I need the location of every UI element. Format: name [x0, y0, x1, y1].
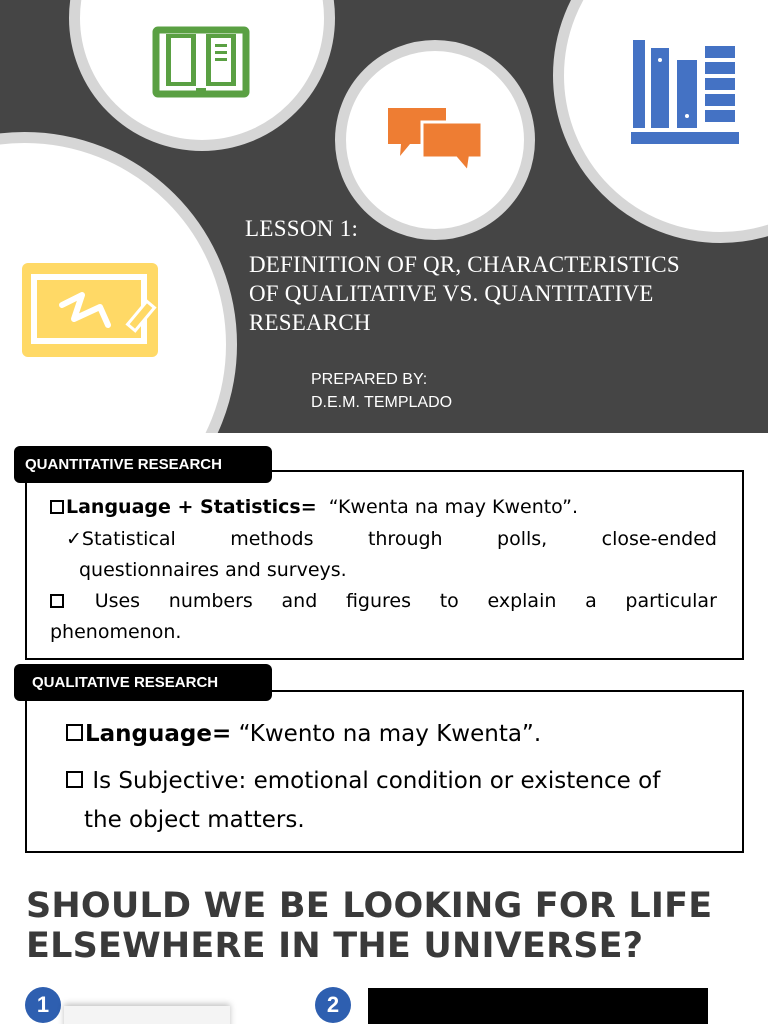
checkbox-bullet-icon: [66, 771, 83, 788]
option-1-image: [64, 1006, 230, 1024]
qualitative-research-tag: QUALITATIVE RESEARCH: [14, 664, 272, 701]
quantitative-item-2: [50, 586, 720, 648]
justified-line: [66, 524, 717, 555]
checkbox-bullet-icon: [50, 594, 64, 608]
word: [66, 524, 176, 555]
word: a: [585, 590, 597, 612]
subitem-line-2: questionnaires and surveys.: [79, 559, 347, 581]
item-line-2: phenomenon.: [50, 621, 182, 643]
option-2-image: [368, 988, 708, 1024]
item-bold-label: Language + Statistics=: [66, 496, 317, 518]
lesson-title-line: OF QUALITATIVE VS. QUANTITATIVE: [249, 281, 654, 306]
book-icon: [152, 26, 250, 98]
word: polls,: [497, 528, 548, 550]
word: figures: [345, 590, 412, 612]
item-bold-label: Language=: [85, 721, 232, 747]
item-quote: “Kwento na may Kwenta”.: [238, 721, 542, 747]
checkmark-icon: ✓: [66, 528, 82, 550]
word: close-ended: [601, 528, 717, 550]
question-line: SHOULD WE BE LOOKING FOR LIFE: [26, 886, 713, 926]
checkbox-bullet-icon: [66, 724, 83, 741]
quantitative-subitem: [66, 524, 721, 586]
qualitative-item-2: [66, 762, 726, 840]
word: explain: [487, 590, 557, 612]
quantitative-research-tag: QUANTITATIVE RESEARCH: [14, 446, 272, 483]
number-badge-1: 1: [25, 987, 61, 1023]
word: methods: [230, 528, 314, 550]
quantitative-item-1: [50, 492, 720, 523]
item-quote: “Kwenta na may Kwento”.: [328, 496, 579, 518]
author-name: D.E.M. TEMPLADO: [311, 394, 453, 411]
lesson-title-line: DEFINITION OF QR, CHARACTERISTICS: [249, 252, 680, 277]
item-text: Is Subjective: emotional condition or existence of: [92, 768, 661, 794]
word: [50, 586, 66, 617]
word: numbers: [168, 590, 253, 612]
qualitative-item-1: [66, 715, 726, 754]
lesson-number: LESSON 1:: [245, 216, 359, 241]
question-line: ELSEWHERE IN THE UNIVERSE?: [26, 926, 644, 966]
item-line-1: [66, 762, 726, 801]
chat-bubbles-icon: [384, 104, 484, 176]
justified-line: [50, 586, 717, 617]
word: through: [367, 528, 443, 550]
word: Uses: [94, 590, 141, 612]
word: and: [281, 590, 318, 612]
title-slide: [0, 0, 768, 433]
prepared-by-block: [311, 368, 452, 414]
bookshelf-icon: [631, 40, 739, 146]
item-line-2: the object matters.: [84, 807, 305, 833]
checkbox-bullet-icon: [50, 500, 64, 514]
chalkboard-icon: [20, 261, 164, 359]
word-text: Statistical: [81, 528, 176, 550]
word: to: [439, 590, 459, 612]
lesson-title: [249, 250, 749, 337]
number-badge-2: 2: [315, 987, 351, 1023]
prepared-by-label: PREPARED BY:: [311, 371, 428, 388]
lesson-title-line: RESEARCH: [249, 310, 371, 335]
word: particular: [625, 590, 717, 612]
question-heading: [26, 886, 712, 966]
